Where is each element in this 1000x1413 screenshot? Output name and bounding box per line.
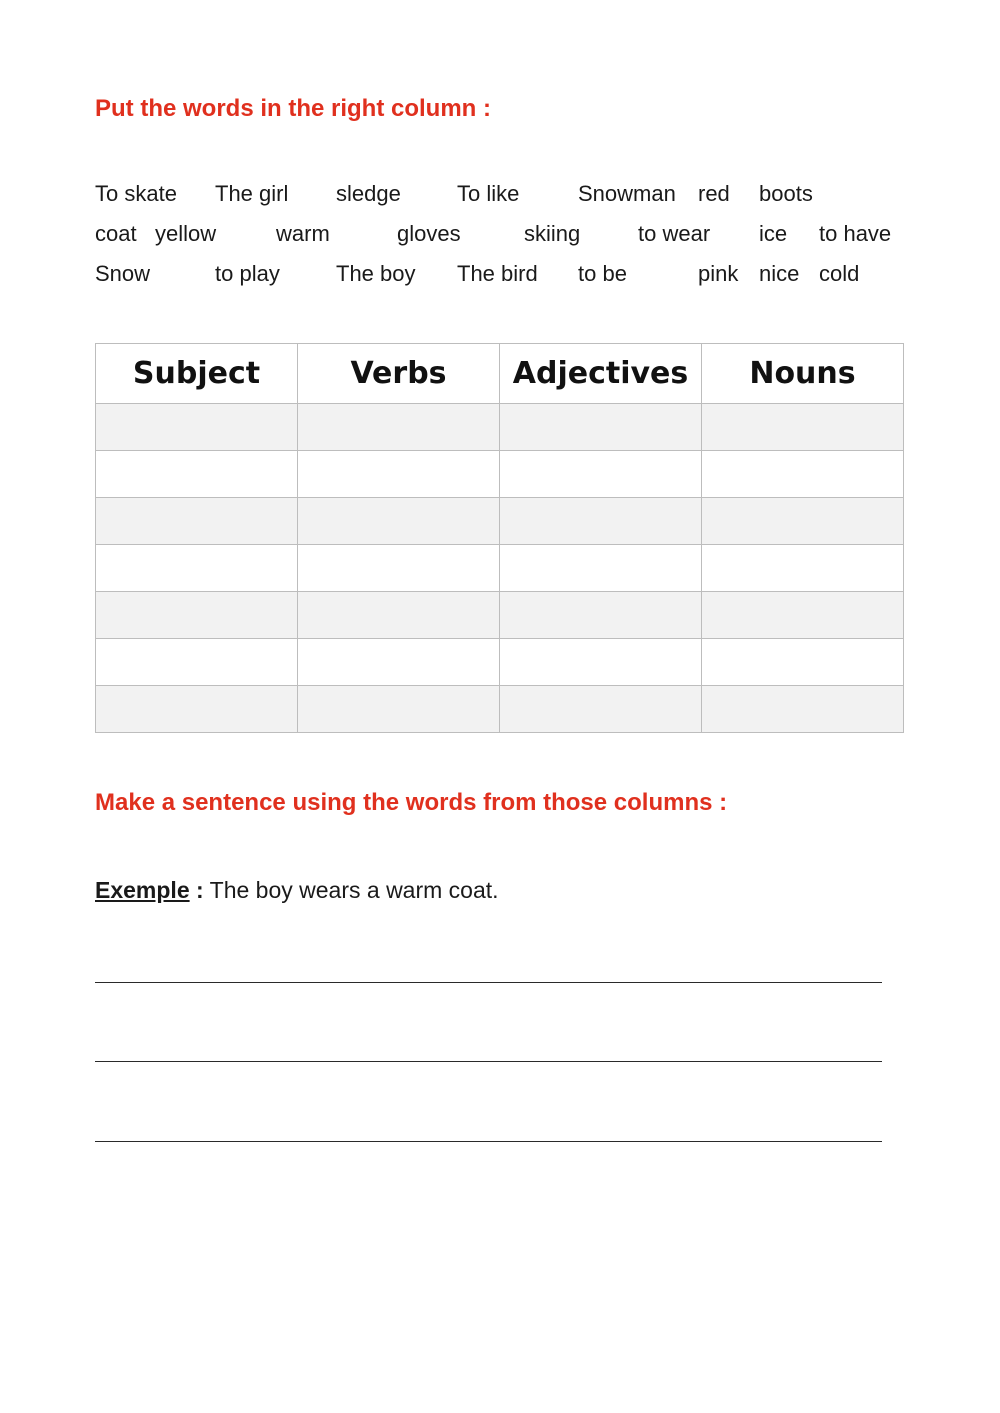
word-item: sledge [336,181,401,206]
table-row [96,639,904,686]
answer-cell[interactable] [500,592,702,639]
answer-cell[interactable] [500,498,702,545]
answer-cell[interactable] [298,686,500,733]
word-item: The boy [336,261,416,286]
word-item: The bird [457,261,538,286]
column-header-verbs: Verbs [298,344,500,404]
word-item: warm [276,221,330,246]
instruction-sort-words: Put the words in the right column : [95,95,491,122]
word-item: Snowman [578,181,676,206]
column-header-subject: Subject [96,344,298,404]
answer-cell[interactable] [702,686,904,733]
word-item: red [698,181,730,206]
answer-cell[interactable] [500,404,702,451]
word-item: Snow [95,261,151,286]
sentence-answer-line[interactable] [95,1061,882,1062]
answer-cell[interactable] [500,686,702,733]
example-label: Exemple [95,877,190,903]
word-item: To like [457,181,520,206]
word-item: pink [698,261,739,286]
word-item: to play [215,261,280,286]
word-item: boots [759,181,813,206]
answer-cell[interactable] [702,404,904,451]
sentence-answer-line[interactable] [95,1141,882,1142]
word-item: ice [759,221,788,246]
word-item: nice [759,261,800,286]
word-item: gloves [397,221,461,246]
table-row [96,592,904,639]
table-row [96,404,904,451]
table-row [96,686,904,733]
answer-cell[interactable] [298,639,500,686]
word-item: yellow [155,221,217,246]
answer-cell[interactable] [702,639,904,686]
answer-cell[interactable] [298,404,500,451]
word-item: to wear [638,221,711,246]
answer-cell[interactable] [96,451,298,498]
answer-cell[interactable] [298,451,500,498]
column-header-nouns: Nouns [702,344,904,404]
answer-cell[interactable] [500,545,702,592]
word-item: cold [819,261,860,286]
answer-cell[interactable] [96,686,298,733]
answer-cell[interactable] [702,592,904,639]
instruction-make-sentence: Make a sentence using the words from those columns : [95,789,728,816]
word-item: to be [578,261,627,286]
answer-cell[interactable] [500,639,702,686]
answer-cell[interactable] [298,498,500,545]
example-sentence [95,877,499,904]
table-row [96,498,904,545]
answer-cell[interactable] [96,545,298,592]
answer-cell[interactable] [96,498,298,545]
table-row [96,545,904,592]
word-item: skiing [524,221,581,246]
word-item: The girl [215,181,289,206]
answer-cell[interactable] [702,545,904,592]
example-text: The boy wears a warm coat. [209,877,499,903]
word-sort-table [95,343,904,733]
word-item: coat [95,221,137,246]
word-item: to have [819,221,892,246]
answer-cell[interactable] [298,545,500,592]
word-item: To skate [95,181,177,206]
answer-cell[interactable] [298,592,500,639]
sentence-answer-line[interactable] [95,982,882,983]
answer-cell[interactable] [500,451,702,498]
answer-cell[interactable] [96,592,298,639]
table-row [96,451,904,498]
answer-cell[interactable] [702,451,904,498]
answer-cell[interactable] [96,404,298,451]
column-header-adjectives: Adjectives [500,344,702,404]
answer-cell[interactable] [96,639,298,686]
example-colon: : [196,877,204,903]
answer-cell[interactable] [702,498,904,545]
